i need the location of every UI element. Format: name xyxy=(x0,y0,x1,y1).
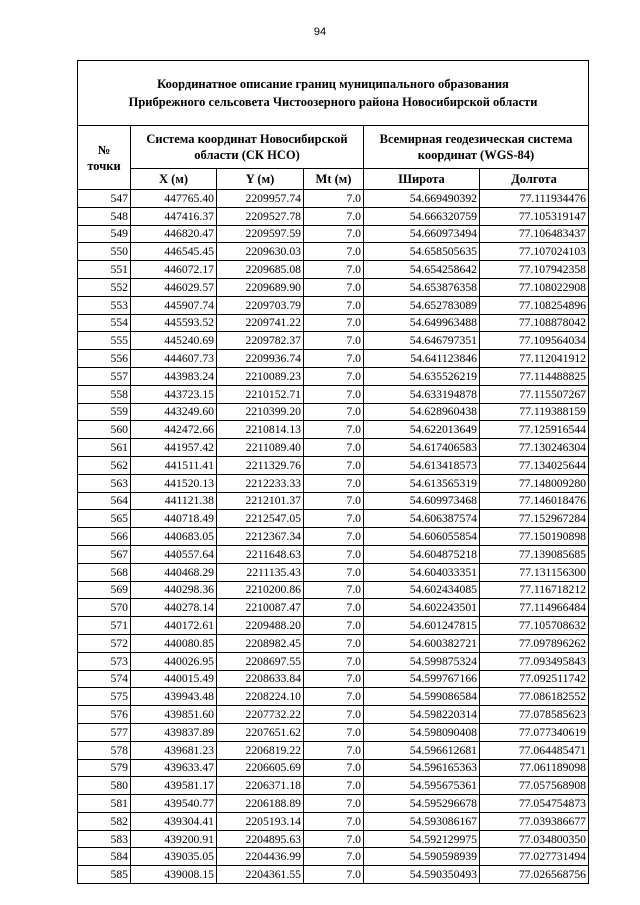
table-row xyxy=(78,866,589,884)
longitude-cell: 77.034800350 xyxy=(480,830,589,848)
mt-cell: 7.0 xyxy=(304,848,364,866)
y-cell: 2207651.62 xyxy=(217,723,304,741)
x-cell: 441511.41 xyxy=(131,456,217,474)
y-cell: 2209957.74 xyxy=(217,190,304,208)
mt-cell: 7.0 xyxy=(304,545,364,563)
x-cell: 440015.49 xyxy=(131,670,217,688)
y-cell: 2208982.45 xyxy=(217,634,304,652)
point-number-cell: 582 xyxy=(78,812,131,830)
latitude-cell: 54.598220314 xyxy=(364,706,480,724)
longitude-cell: 77.061189098 xyxy=(480,759,589,777)
latitude-cell: 54.613418573 xyxy=(364,456,480,474)
y-cell: 2206371.18 xyxy=(217,777,304,795)
table-row xyxy=(78,403,589,421)
y-cell: 2212101.37 xyxy=(217,492,304,510)
y-cell: 2209782.37 xyxy=(217,332,304,350)
point-number-cell: 572 xyxy=(78,634,131,652)
table-row xyxy=(78,688,589,706)
table-row xyxy=(78,617,589,635)
latitude-cell: 54.628960438 xyxy=(364,403,480,421)
longitude-cell: 77.119388159 xyxy=(480,403,589,421)
mt-column-header: Mt (м) xyxy=(304,169,364,190)
y-cell: 2208224.10 xyxy=(217,688,304,706)
latitude-cell: 54.633194878 xyxy=(364,385,480,403)
longitude-cell: 77.114488825 xyxy=(480,367,589,385)
latitude-cell: 54.596612681 xyxy=(364,741,480,759)
point-number-cell: 577 xyxy=(78,723,131,741)
longitude-cell: 77.116718212 xyxy=(480,581,589,599)
mt-cell: 7.0 xyxy=(304,510,364,528)
nso-system-header: Система координат Новосибирской области (СК НСО) xyxy=(131,126,364,169)
mt-cell: 7.0 xyxy=(304,652,364,670)
y-cell: 2206819.22 xyxy=(217,741,304,759)
y-cell: 2210814.13 xyxy=(217,421,304,439)
latitude-cell: 54.598090408 xyxy=(364,723,480,741)
mt-cell: 7.0 xyxy=(304,278,364,296)
point-number-cell: 561 xyxy=(78,439,131,457)
x-cell: 440026.95 xyxy=(131,652,217,670)
latitude-cell: 54.590350493 xyxy=(364,866,480,884)
point-number-cell: 560 xyxy=(78,421,131,439)
x-cell: 439633.47 xyxy=(131,759,217,777)
latitude-cell: 54.599767166 xyxy=(364,670,480,688)
longitude-cell: 77.026568756 xyxy=(480,866,589,884)
table-row xyxy=(78,795,589,813)
y-cell: 2211135.43 xyxy=(217,563,304,581)
x-cell: 446029.57 xyxy=(131,278,217,296)
x-cell: 441121.38 xyxy=(131,492,217,510)
longitude-cell: 77.107942358 xyxy=(480,261,589,279)
longitude-cell: 77.105708632 xyxy=(480,617,589,635)
point-number-header xyxy=(78,126,131,190)
y-cell: 2210087.47 xyxy=(217,599,304,617)
latitude-cell: 54.604875218 xyxy=(364,545,480,563)
point-number-cell: 559 xyxy=(78,403,131,421)
latitude-cell: 54.654258642 xyxy=(364,261,480,279)
table-title xyxy=(78,61,589,126)
point-number-cell: 567 xyxy=(78,545,131,563)
mt-cell: 7.0 xyxy=(304,634,364,652)
mt-cell: 7.0 xyxy=(304,670,364,688)
point-number-cell: 579 xyxy=(78,759,131,777)
latitude-cell: 54.595675361 xyxy=(364,777,480,795)
table-row xyxy=(78,723,589,741)
page-number: 94 xyxy=(313,26,327,38)
point-number-cell: 573 xyxy=(78,652,131,670)
table-row xyxy=(78,670,589,688)
table-row xyxy=(78,812,589,830)
longitude-cell: 77.078585623 xyxy=(480,706,589,724)
mt-cell: 7.0 xyxy=(304,332,364,350)
longitude-cell: 77.057568908 xyxy=(480,777,589,795)
y-cell: 2211089.40 xyxy=(217,439,304,457)
point-number-cell: 571 xyxy=(78,617,131,635)
y-cell: 2209741.22 xyxy=(217,314,304,332)
latitude-cell: 54.595296678 xyxy=(364,795,480,813)
wgs-system-header: Всемирная геодезическая система координат (WGS-84) xyxy=(364,126,589,169)
point-number-cell: 551 xyxy=(78,261,131,279)
point-number-cell: 581 xyxy=(78,795,131,813)
point-number-symbol: № xyxy=(97,142,111,157)
point-number-cell: 563 xyxy=(78,474,131,492)
latitude-cell: 54.599086584 xyxy=(364,688,480,706)
latitude-cell: 54.660973494 xyxy=(364,225,480,243)
y-cell: 2212367.34 xyxy=(217,528,304,546)
y-cell: 2212233.33 xyxy=(217,474,304,492)
mt-cell: 7.0 xyxy=(304,367,364,385)
longitude-cell: 77.093495843 xyxy=(480,652,589,670)
mt-cell: 7.0 xyxy=(304,456,364,474)
mt-cell: 7.0 xyxy=(304,599,364,617)
mt-cell: 7.0 xyxy=(304,581,364,599)
table-row xyxy=(78,492,589,510)
table-row xyxy=(78,759,589,777)
x-cell: 445240.69 xyxy=(131,332,217,350)
point-number-cell: 553 xyxy=(78,296,131,314)
latitude-cell: 54.635526219 xyxy=(364,367,480,385)
x-cell: 447765.40 xyxy=(131,190,217,208)
point-number-cell: 547 xyxy=(78,190,131,208)
title-line-2: Прибрежного сельсовета Чистоозерного района Новосибирской области xyxy=(128,95,538,109)
x-column-header: X (м) xyxy=(131,169,217,190)
x-cell: 439008.15 xyxy=(131,866,217,884)
latitude-cell: 54.653876358 xyxy=(364,278,480,296)
y-cell: 2209685.08 xyxy=(217,261,304,279)
longitude-cell: 77.097896262 xyxy=(480,634,589,652)
table-row xyxy=(78,848,589,866)
mt-cell: 7.0 xyxy=(304,741,364,759)
table-row xyxy=(78,350,589,368)
table-row xyxy=(78,634,589,652)
point-number-cell: 574 xyxy=(78,670,131,688)
longitude-cell: 77.115507267 xyxy=(480,385,589,403)
point-number-cell: 564 xyxy=(78,492,131,510)
y-column-header: Y (м) xyxy=(217,169,304,190)
point-number-cell: 554 xyxy=(78,314,131,332)
point-number-cell: 549 xyxy=(78,225,131,243)
table-row xyxy=(78,207,589,225)
latitude-cell: 54.596165363 xyxy=(364,759,480,777)
mt-cell: 7.0 xyxy=(304,439,364,457)
x-cell: 439035.05 xyxy=(131,848,217,866)
mt-cell: 7.0 xyxy=(304,866,364,884)
mt-cell: 7.0 xyxy=(304,795,364,813)
latitude-cell: 54.652783089 xyxy=(364,296,480,314)
latitude-cell: 54.590598939 xyxy=(364,848,480,866)
y-cell: 2204895.63 xyxy=(217,830,304,848)
mt-cell: 7.0 xyxy=(304,688,364,706)
longitude-cell: 77.086182552 xyxy=(480,688,589,706)
point-number-cell: 566 xyxy=(78,528,131,546)
x-cell: 445593.52 xyxy=(131,314,217,332)
x-cell: 440718.49 xyxy=(131,510,217,528)
y-cell: 2210200.86 xyxy=(217,581,304,599)
point-number-cell: 578 xyxy=(78,741,131,759)
y-cell: 2206605.69 xyxy=(217,759,304,777)
table-row xyxy=(78,421,589,439)
table-row xyxy=(78,456,589,474)
longitude-cell: 77.109564034 xyxy=(480,332,589,350)
x-cell: 439581.17 xyxy=(131,777,217,795)
longitude-cell: 77.108022908 xyxy=(480,278,589,296)
y-cell: 2211329.76 xyxy=(217,456,304,474)
point-number-cell: 568 xyxy=(78,563,131,581)
y-cell: 2208697.55 xyxy=(217,652,304,670)
point-number-cell: 557 xyxy=(78,367,131,385)
x-cell: 439837.89 xyxy=(131,723,217,741)
y-cell: 2209689.90 xyxy=(217,278,304,296)
latitude-cell: 54.606387574 xyxy=(364,510,480,528)
x-cell: 441520.13 xyxy=(131,474,217,492)
table-row xyxy=(78,296,589,314)
mt-cell: 7.0 xyxy=(304,350,364,368)
longitude-cell: 77.092511742 xyxy=(480,670,589,688)
longitude-cell: 77.131156300 xyxy=(480,563,589,581)
latitude-cell: 54.601247815 xyxy=(364,617,480,635)
longitude-cell: 77.146018476 xyxy=(480,492,589,510)
table-row xyxy=(78,563,589,581)
y-cell: 2210152.71 xyxy=(217,385,304,403)
x-cell: 443983.24 xyxy=(131,367,217,385)
table-row xyxy=(78,706,589,724)
longitude-cell: 77.107024103 xyxy=(480,243,589,261)
x-cell: 439681.23 xyxy=(131,741,217,759)
longitude-cell: 77.114966484 xyxy=(480,599,589,617)
mt-cell: 7.0 xyxy=(304,190,364,208)
latitude-cell: 54.622013649 xyxy=(364,421,480,439)
point-number-cell: 565 xyxy=(78,510,131,528)
latitude-column-header: Широта xyxy=(364,169,480,190)
x-cell: 443249.60 xyxy=(131,403,217,421)
table-row xyxy=(78,439,589,457)
y-cell: 2204361.55 xyxy=(217,866,304,884)
latitude-cell: 54.606055854 xyxy=(364,528,480,546)
table-row xyxy=(78,261,589,279)
table-row xyxy=(78,190,589,208)
latitude-cell: 54.599875324 xyxy=(364,652,480,670)
x-cell: 444607.73 xyxy=(131,350,217,368)
latitude-cell: 54.617406583 xyxy=(364,439,480,457)
point-number-cell: 552 xyxy=(78,278,131,296)
title-line-1: Координатное описание границ муниципального образования xyxy=(157,77,509,91)
latitude-cell: 54.658505635 xyxy=(364,243,480,261)
mt-cell: 7.0 xyxy=(304,723,364,741)
point-number-cell: 584 xyxy=(78,848,131,866)
mt-cell: 7.0 xyxy=(304,225,364,243)
point-number-cell: 575 xyxy=(78,688,131,706)
longitude-cell: 77.108254896 xyxy=(480,296,589,314)
mt-cell: 7.0 xyxy=(304,706,364,724)
latitude-cell: 54.602434085 xyxy=(364,581,480,599)
latitude-cell: 54.600382721 xyxy=(364,634,480,652)
y-cell: 2205193.14 xyxy=(217,812,304,830)
mt-cell: 7.0 xyxy=(304,296,364,314)
y-cell: 2206188.89 xyxy=(217,795,304,813)
longitude-cell: 77.134025644 xyxy=(480,456,589,474)
y-cell: 2209703.79 xyxy=(217,296,304,314)
longitude-cell: 77.039386677 xyxy=(480,812,589,830)
mt-cell: 7.0 xyxy=(304,812,364,830)
latitude-cell: 54.669490392 xyxy=(364,190,480,208)
table-row xyxy=(78,830,589,848)
x-cell: 440172.61 xyxy=(131,617,217,635)
mt-cell: 7.0 xyxy=(304,528,364,546)
x-cell: 441957.42 xyxy=(131,439,217,457)
latitude-cell: 54.592129975 xyxy=(364,830,480,848)
x-cell: 440278.14 xyxy=(131,599,217,617)
x-cell: 446545.45 xyxy=(131,243,217,261)
latitude-cell: 54.609973468 xyxy=(364,492,480,510)
mt-cell: 7.0 xyxy=(304,421,364,439)
mt-cell: 7.0 xyxy=(304,617,364,635)
point-number-cell: 550 xyxy=(78,243,131,261)
table-row xyxy=(78,278,589,296)
table-row xyxy=(78,510,589,528)
y-cell: 2210089.23 xyxy=(217,367,304,385)
longitude-cell: 77.139085685 xyxy=(480,545,589,563)
point-number-cell: 570 xyxy=(78,599,131,617)
y-cell: 2208633.84 xyxy=(217,670,304,688)
mt-cell: 7.0 xyxy=(304,474,364,492)
x-cell: 446820.47 xyxy=(131,225,217,243)
point-number-label: точки xyxy=(87,158,121,173)
x-cell: 439943.48 xyxy=(131,688,217,706)
mt-cell: 7.0 xyxy=(304,403,364,421)
longitude-cell: 77.152967284 xyxy=(480,510,589,528)
point-number-cell: 569 xyxy=(78,581,131,599)
x-cell: 439540.77 xyxy=(131,795,217,813)
latitude-cell: 54.649963488 xyxy=(364,314,480,332)
y-cell: 2209597.59 xyxy=(217,225,304,243)
x-cell: 439304.41 xyxy=(131,812,217,830)
table-body xyxy=(78,190,589,884)
x-cell: 447416.37 xyxy=(131,207,217,225)
mt-cell: 7.0 xyxy=(304,777,364,795)
longitude-cell: 77.125916544 xyxy=(480,421,589,439)
x-cell: 440468.29 xyxy=(131,563,217,581)
y-cell: 2212547.05 xyxy=(217,510,304,528)
table-row xyxy=(78,741,589,759)
x-cell: 440557.64 xyxy=(131,545,217,563)
point-number-cell: 583 xyxy=(78,830,131,848)
y-cell: 2211648.63 xyxy=(217,545,304,563)
latitude-cell: 54.646797351 xyxy=(364,332,480,350)
table-row xyxy=(78,599,589,617)
longitude-cell: 77.108878042 xyxy=(480,314,589,332)
coordinates-table xyxy=(77,60,589,884)
point-number-cell: 576 xyxy=(78,706,131,724)
mt-cell: 7.0 xyxy=(304,261,364,279)
longitude-cell: 77.054754873 xyxy=(480,795,589,813)
longitude-cell: 77.027731494 xyxy=(480,848,589,866)
mt-cell: 7.0 xyxy=(304,385,364,403)
x-cell: 446072.17 xyxy=(131,261,217,279)
point-number-cell: 556 xyxy=(78,350,131,368)
mt-cell: 7.0 xyxy=(304,243,364,261)
longitude-cell: 77.130246304 xyxy=(480,439,589,457)
y-cell: 2210399.20 xyxy=(217,403,304,421)
latitude-cell: 54.613565319 xyxy=(364,474,480,492)
longitude-column-header: Долгота xyxy=(480,169,589,190)
mt-cell: 7.0 xyxy=(304,492,364,510)
longitude-cell: 77.106483437 xyxy=(480,225,589,243)
table-row xyxy=(78,385,589,403)
latitude-cell: 54.641123846 xyxy=(364,350,480,368)
mt-cell: 7.0 xyxy=(304,830,364,848)
table-row xyxy=(78,528,589,546)
longitude-cell: 77.148009280 xyxy=(480,474,589,492)
table-row xyxy=(78,474,589,492)
x-cell: 440080.85 xyxy=(131,634,217,652)
table-row xyxy=(78,652,589,670)
latitude-cell: 54.593086167 xyxy=(364,812,480,830)
table-row xyxy=(78,314,589,332)
mt-cell: 7.0 xyxy=(304,759,364,777)
point-number-cell: 548 xyxy=(78,207,131,225)
table-row xyxy=(78,332,589,350)
y-cell: 2207732.22 xyxy=(217,706,304,724)
x-cell: 443723.15 xyxy=(131,385,217,403)
longitude-cell: 77.150190898 xyxy=(480,528,589,546)
point-number-cell: 555 xyxy=(78,332,131,350)
x-cell: 445907.74 xyxy=(131,296,217,314)
point-number-cell: 585 xyxy=(78,866,131,884)
y-cell: 2209488.20 xyxy=(217,617,304,635)
point-number-cell: 580 xyxy=(78,777,131,795)
table-row xyxy=(78,545,589,563)
y-cell: 2209630.03 xyxy=(217,243,304,261)
x-cell: 439851.60 xyxy=(131,706,217,724)
mt-cell: 7.0 xyxy=(304,207,364,225)
latitude-cell: 54.666320759 xyxy=(364,207,480,225)
table-row xyxy=(78,367,589,385)
x-cell: 440683.05 xyxy=(131,528,217,546)
x-cell: 442472.66 xyxy=(131,421,217,439)
longitude-cell: 77.111934476 xyxy=(480,190,589,208)
table-row xyxy=(78,581,589,599)
y-cell: 2209527.78 xyxy=(217,207,304,225)
mt-cell: 7.0 xyxy=(304,314,364,332)
table-row xyxy=(78,777,589,795)
longitude-cell: 77.064485471 xyxy=(480,741,589,759)
point-number-cell: 558 xyxy=(78,385,131,403)
table-row xyxy=(78,243,589,261)
y-cell: 2209936.74 xyxy=(217,350,304,368)
table-row xyxy=(78,225,589,243)
x-cell: 440298.36 xyxy=(131,581,217,599)
x-cell: 439200.91 xyxy=(131,830,217,848)
longitude-cell: 77.105319147 xyxy=(480,207,589,225)
y-cell: 2204436.99 xyxy=(217,848,304,866)
longitude-cell: 77.112041912 xyxy=(480,350,589,368)
latitude-cell: 54.602243501 xyxy=(364,599,480,617)
latitude-cell: 54.604033351 xyxy=(364,563,480,581)
point-number-cell: 562 xyxy=(78,456,131,474)
longitude-cell: 77.077340619 xyxy=(480,723,589,741)
mt-cell: 7.0 xyxy=(304,563,364,581)
